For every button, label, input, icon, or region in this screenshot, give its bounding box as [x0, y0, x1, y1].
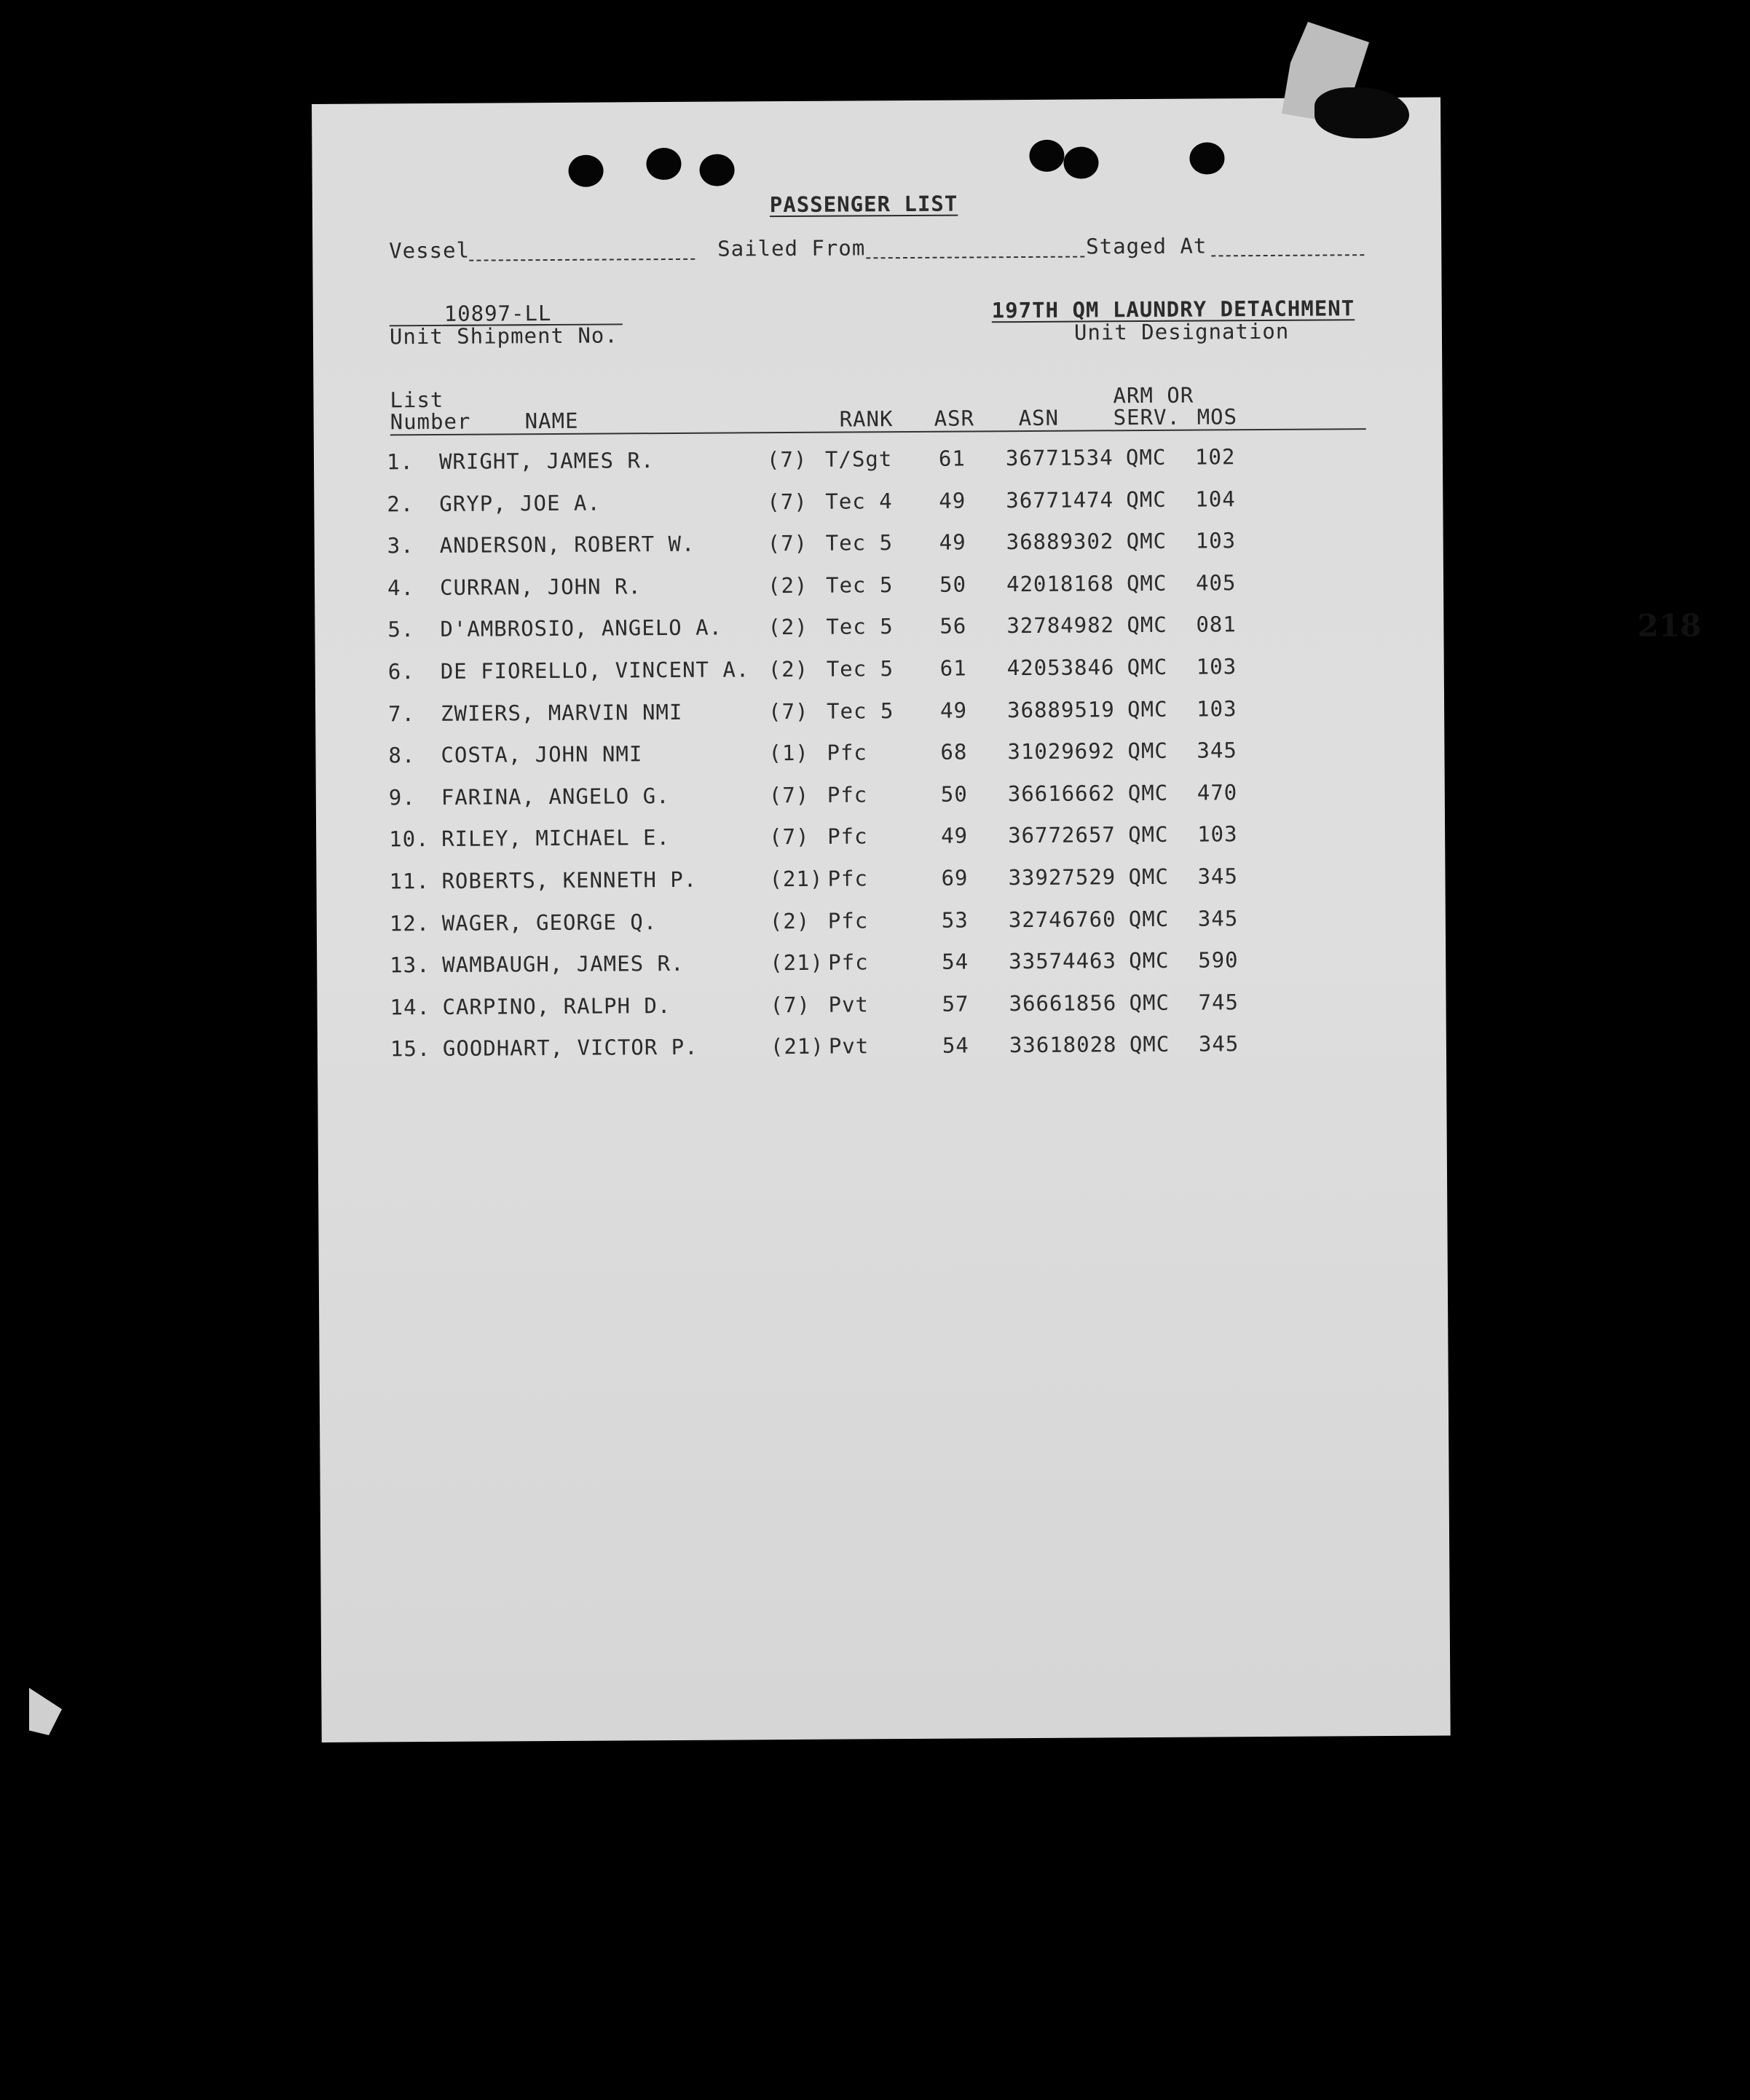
torn-corner-shadow	[1315, 87, 1409, 138]
cell-asn: 33618028	[1009, 1032, 1117, 1058]
vessel-label: Vessel	[389, 237, 470, 264]
cell-mos: 103	[1197, 821, 1238, 847]
cell-serv: QMC	[1127, 780, 1169, 805]
cell-code: (2)	[769, 908, 811, 933]
cell-rank: Pfc	[827, 782, 868, 808]
cell-num: 8.	[388, 743, 416, 768]
header-list: List	[390, 387, 444, 413]
cell-name: ANDERSON, ROBERT W.	[439, 531, 695, 558]
punch-hole	[1029, 140, 1064, 172]
cell-serv: QMC	[1127, 696, 1168, 722]
cell-code: (21)	[770, 1034, 824, 1059]
cell-mos: 102	[1194, 444, 1236, 470]
cell-num: 4.	[387, 575, 415, 601]
cell-asn: 42018168	[1006, 571, 1114, 596]
cell-code: (7)	[767, 489, 808, 514]
cell-name: WAGER, GEORGE Q.	[441, 909, 658, 936]
cell-name: GRYP, JOE A.	[439, 490, 601, 516]
cell-asr: 68	[940, 739, 968, 765]
sailed-from-blank	[866, 256, 1084, 259]
unit-shipment-number: 10897-LL	[444, 300, 552, 326]
header-number: Number	[390, 408, 471, 435]
punch-hole	[646, 148, 681, 180]
cell-code: (2)	[768, 615, 808, 640]
header-asr: ASR	[934, 406, 975, 431]
header-name: NAME	[524, 408, 579, 434]
cell-asr: 49	[939, 529, 966, 555]
cell-rank: Pfc	[827, 740, 867, 765]
unit-shipment-label: Unit Shipment No.	[389, 323, 618, 350]
cell-num: 7.	[388, 700, 416, 726]
page-number-stamp: 218	[1637, 607, 1702, 644]
cell-mos: 745	[1198, 990, 1239, 1015]
cell-name: ZWIERS, MARVIN NMI	[441, 699, 683, 726]
cell-serv: QMC	[1128, 906, 1170, 931]
cell-code: (21)	[770, 950, 824, 976]
cell-asr: 53	[941, 907, 969, 933]
cell-code: (7)	[769, 824, 810, 850]
cell-rank: Tec 5	[825, 572, 894, 598]
cell-asr: 69	[941, 865, 969, 891]
cell-name: ROBERTS, KENNETH P.	[441, 867, 698, 893]
punch-hole	[1189, 142, 1224, 174]
staged-at-label: Staged At	[1086, 233, 1207, 259]
cell-mos: 405	[1195, 570, 1237, 596]
cell-rank: Pvt	[828, 992, 870, 1017]
cell-num: 13.	[390, 952, 430, 978]
cell-serv: QMC	[1125, 444, 1167, 470]
header-asn: ASN	[1018, 405, 1060, 431]
cell-num: 10.	[389, 826, 430, 852]
cell-name: CARPINO, RALPH D.	[442, 992, 671, 1019]
cell-asn: 42053846	[1006, 655, 1115, 681]
cell-code: (1)	[768, 741, 809, 766]
header-serv: SERV.	[1113, 404, 1181, 430]
cell-serv: QMC	[1128, 864, 1169, 890]
cell-asr: 54	[942, 949, 969, 974]
cell-serv: QMC	[1127, 612, 1167, 638]
cell-rank: Tec 5	[825, 530, 894, 556]
sailed-from-label: Sailed From	[717, 235, 866, 261]
cell-code: (7)	[770, 992, 811, 1017]
cell-serv: QMC	[1129, 990, 1170, 1015]
cell-num: 11.	[389, 869, 430, 894]
punch-hole	[699, 154, 734, 186]
cell-code: (7)	[766, 446, 808, 473]
cell-rank: Tec 5	[826, 614, 894, 640]
cell-num: 6.	[387, 659, 415, 684]
cell-rank: Tec 5	[826, 656, 894, 682]
cell-mos: 104	[1195, 486, 1236, 512]
paper-fragment	[29, 1688, 62, 1735]
header-rank: RANK	[839, 406, 894, 432]
cell-code: (7)	[768, 698, 809, 724]
cell-mos: 345	[1197, 905, 1239, 931]
cell-num: 2.	[387, 491, 414, 516]
cell-asn: 36889302	[1006, 529, 1114, 555]
cell-rank: Tec 5	[826, 698, 894, 724]
cell-mos: 345	[1197, 864, 1238, 889]
cell-mos: 103	[1196, 695, 1237, 722]
cell-rank: T/Sgt	[824, 446, 893, 472]
cell-asn: 32784982	[1006, 612, 1115, 639]
vessel-blank	[469, 258, 695, 261]
cell-name: FARINA, ANGELO G.	[441, 783, 670, 810]
cell-asn: 36661856	[1009, 990, 1117, 1016]
header-arm-or: ARM OR	[1113, 382, 1194, 408]
cell-asn: 36772657	[1008, 822, 1116, 848]
cell-mos: 081	[1196, 612, 1237, 637]
cell-rank: Pfc	[827, 866, 869, 891]
cell-serv: QMC	[1129, 948, 1170, 974]
cell-serv: QMC	[1126, 529, 1167, 554]
cell-serv: QMC	[1127, 654, 1168, 680]
cell-num: 12.	[389, 910, 430, 936]
cell-mos: 345	[1197, 738, 1237, 763]
cell-asr: 57	[942, 991, 969, 1017]
cell-num: 5.	[387, 617, 415, 642]
cell-asr: 61	[939, 655, 967, 681]
cell-asr: 49	[939, 698, 968, 723]
cell-rank: Tec 4	[825, 488, 893, 514]
cell-num: 15.	[390, 1036, 431, 1062]
cell-asn: 36889519	[1006, 696, 1115, 722]
cell-serv: QMC	[1126, 486, 1167, 512]
cell-name: COSTA, JOHN NMI	[441, 741, 643, 768]
cell-asn: 36771534	[1005, 445, 1114, 471]
cell-asr: 49	[941, 823, 969, 849]
cell-asn: 33574463	[1009, 948, 1116, 974]
cell-asn: 33927529	[1008, 864, 1116, 891]
cell-rank: Pvt	[828, 1033, 870, 1059]
cell-mos: 590	[1198, 947, 1239, 973]
unit-designation-label: Unit Designation	[1073, 318, 1290, 345]
punch-hole	[568, 155, 603, 187]
cell-mos: 103	[1195, 528, 1237, 553]
punch-hole	[1063, 146, 1098, 178]
staged-at-blank	[1211, 254, 1364, 256]
cell-serv: QMC	[1129, 1032, 1170, 1057]
cell-code: (2)	[768, 656, 809, 682]
cell-asn: 31029692	[1007, 738, 1116, 765]
cell-name: WAMBAUGH, JAMES R.	[442, 951, 685, 978]
cell-serv: QMC	[1127, 738, 1168, 764]
cell-asn: 36616662	[1007, 781, 1116, 806]
cell-num: 14.	[390, 994, 431, 1020]
unit-designation: 197TH QM LAUNDRY DETACHMENT	[991, 296, 1355, 323]
cell-num: 9.	[388, 784, 416, 810]
cell-asr: 50	[940, 781, 968, 807]
cell-name: D'AMBROSIO, ANGELO A.	[440, 615, 723, 642]
cell-asr: 50	[939, 572, 967, 597]
cell-rank: Pfc	[827, 907, 869, 933]
cell-name: DE FIORELLO, VINCENT A.	[440, 657, 750, 684]
header-mos: MOS	[1197, 404, 1238, 430]
cell-asr: 56	[939, 613, 967, 639]
cell-mos: 470	[1197, 780, 1238, 805]
cell-rank: Pfc	[828, 950, 869, 975]
cell-code: (2)	[767, 572, 808, 598]
cell-rank: Pfc	[827, 824, 868, 850]
cell-name: GOODHART, VICTOR P.	[442, 1035, 698, 1062]
cell-mos: 103	[1196, 654, 1237, 679]
cell-serv: QMC	[1126, 570, 1167, 596]
cell-code: (21)	[769, 866, 824, 892]
cell-num: 3.	[387, 533, 414, 558]
document-title: PASSENGER LIST	[769, 191, 958, 218]
cell-code: (7)	[768, 782, 810, 808]
cell-mos: 345	[1198, 1031, 1239, 1057]
cell-asr: 54	[942, 1033, 969, 1059]
cell-asn: 32746760	[1008, 906, 1116, 932]
cell-asr: 61	[938, 446, 966, 471]
cell-name: CURRAN, JOHN R.	[439, 574, 642, 600]
cell-name: WRIGHT, JAMES R.	[438, 448, 655, 474]
cell-num: 1.	[386, 449, 414, 475]
cell-serv: QMC	[1128, 822, 1169, 848]
cell-name: RILEY, MICHAEL E.	[441, 825, 671, 852]
document-page	[312, 98, 1702, 1742]
cell-asr: 49	[939, 488, 966, 513]
cell-asn: 36771474	[1006, 486, 1114, 513]
cell-code: (7)	[767, 531, 808, 556]
